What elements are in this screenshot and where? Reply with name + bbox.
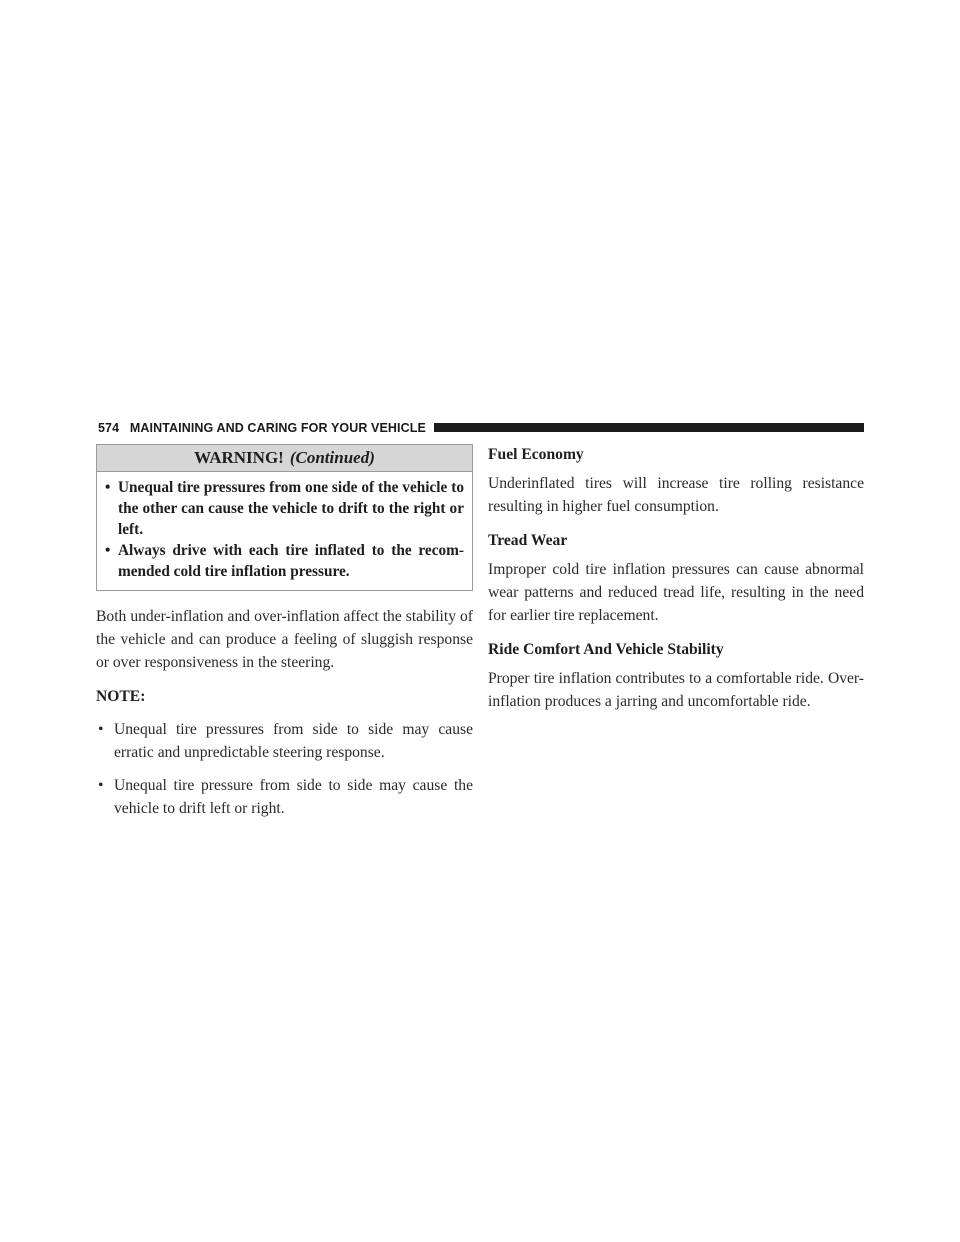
section-heading-tread-wear: Tread Wear [488, 532, 568, 549]
section-body-fuel-economy: Underinflated tires will increase tire rolling resistance resulting in higher fuel consumption. [488, 475, 864, 515]
running-header [98, 418, 426, 438]
warning-item-text: Always drive with each tire inflated to the recommended cold tire inflation pressure. [118, 542, 464, 580]
section-body-tread-wear: Improper cold tire inflation pressures can cause abnormal wear patterns and reduced tread life, resulting in the need for earlier tire replacement. [488, 561, 864, 624]
note-list [96, 718, 473, 820]
warning-item-text: Unequal tire pressures from one side of the vehicle to the other can cause the vehicle to drift to the right or left. [118, 479, 464, 538]
left-column [96, 444, 473, 830]
warning-title [97, 445, 472, 472]
note-item [96, 718, 473, 764]
warning-continued: (Continued) [289, 448, 375, 467]
bullet-icon: • [105, 479, 111, 496]
note-label: NOTE: [96, 688, 146, 705]
warning-box [96, 444, 473, 591]
bullet-icon: • [98, 777, 104, 794]
page-number: 574 [98, 421, 120, 435]
section-heading-ride-comfort: Ride Comfort And Vehicle Stability [488, 641, 724, 658]
page-header [96, 418, 864, 438]
warning-label: WARNING! [194, 448, 284, 467]
section-heading-fuel-economy: Fuel Economy [488, 446, 584, 463]
warning-list [97, 472, 472, 590]
right-column [488, 444, 864, 713]
note-item-text: Unequal tire pressures from side to side may cause erratic and unpredictable steering response. [114, 721, 473, 761]
bullet-icon: • [105, 542, 111, 559]
note-item-text: Unequal tire pressure from side to side may cause the vehicle to drift left or right. [114, 777, 473, 817]
section-body-ride-comfort: Proper tire inflation contributes to a comfortable ride. Over-inflation produces a jarring and uncomfortable ride. [488, 670, 864, 710]
warning-item [103, 540, 464, 582]
warning-item [103, 477, 464, 540]
bullet-icon: • [98, 721, 104, 738]
note-item [96, 774, 473, 820]
header-rule [434, 423, 864, 432]
body-paragraph: Both under-inflation and over-inflation affect the stability of the vehicle and can produce a feeling of sluggish response or over responsiveness in the steering. [96, 608, 473, 671]
section-title: MAINTAINING AND CARING FOR YOUR VEHICLE [129, 421, 426, 435]
